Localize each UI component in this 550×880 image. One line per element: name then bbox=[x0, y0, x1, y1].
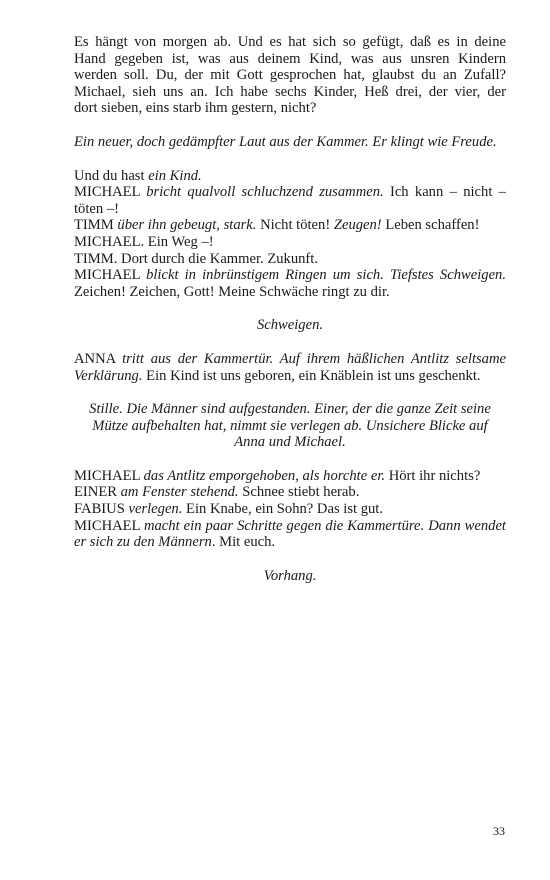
text-line: Es hängt von morgen ab. Und es hat sich so gefügt, daß es in deine bbox=[74, 34, 506, 50]
text-line: dort sieben, eins starb ihm gestern, nicht? bbox=[74, 100, 317, 117]
text-line: er sich zu den Männern. Mit euch. bbox=[74, 534, 276, 551]
text-line: Stille. Die Männer sind aufgestanden. Einer, der die ganze Zeit seine bbox=[89, 401, 491, 418]
text-line: Ein neuer, doch gedämpfter Laut aus der Kammer. Er klingt wie Freude. bbox=[74, 133, 497, 150]
page-body bbox=[74, 34, 506, 584]
stage-direction-vorhang: Vorhang. bbox=[263, 567, 317, 584]
text-line: Anna und Michael. bbox=[234, 434, 346, 451]
michael-line: MICHAEL bricht qualvoll schluchzend zusammen. Ich kann – nicht – bbox=[74, 184, 506, 201]
speech-paragraph bbox=[74, 34, 506, 117]
einer-line: EINER am Fenster stehend. Schnee stiebt herab. bbox=[74, 484, 360, 501]
dialogue-block bbox=[74, 168, 506, 301]
text-line: Verklärung. Ein Kind ist uns geboren, ein Knäblein ist uns geschenkt. bbox=[74, 367, 481, 384]
stage-direction-stille bbox=[74, 401, 506, 451]
fabius-line: FABIUS verlegen. Ein Knabe, ein Sohn? Das ist gut. bbox=[74, 501, 384, 518]
anna-paragraph bbox=[74, 351, 506, 384]
michael-line: MICHAEL. Ein Weg –! bbox=[74, 233, 214, 250]
timm-line: TIMM über ihn gebeugt, stark. Nicht töten! Zeugen! Leben schaffen! bbox=[74, 217, 480, 234]
text-line: Michael, sieh uns an. Ich habe sechs Kinder, Heß drei, der vier, der bbox=[74, 83, 506, 100]
stage-direction-schweigen: Schweigen. bbox=[256, 317, 324, 334]
text-line: Und du hast ein Kind. bbox=[74, 167, 202, 184]
text-line: Zeichen! Zeichen, Gott! Meine Schwäche ringt zu dir. bbox=[74, 283, 390, 300]
dialogue-block bbox=[74, 468, 506, 551]
page-number: 33 bbox=[493, 824, 505, 838]
text-line: Hand gegeben ist, was aus deinem Kind, was aus unsren Kindern bbox=[74, 50, 506, 67]
text-line: ANNA tritt aus der Kammertür. Auf ihrem häßlichen Antlitz seltsame bbox=[74, 350, 506, 367]
michael-line: MICHAEL macht ein paar Schritte gegen die Kammertüre. Dann wendet bbox=[74, 517, 506, 534]
text-line: werden soll. Du, der mit Gott gesprochen hat, glaubst du an Zufall? bbox=[74, 67, 506, 84]
text-line: töten –! bbox=[74, 200, 119, 217]
michael-line: MICHAEL blickt in inbrünstigem Ringen um sich. Tiefstes Schweigen. bbox=[74, 267, 506, 284]
stage-direction bbox=[74, 134, 506, 151]
timm-line: TIMM. Dort durch die Kammer. Zukunft. bbox=[74, 250, 318, 267]
text-line: Mütze aufbehalten hat, nimmt sie verlegen ab. Unsichere Blicke auf bbox=[92, 417, 488, 434]
michael-line: MICHAEL das Antlitz emporgehoben, als horchte er. Hört ihr nichts? bbox=[74, 467, 481, 484]
